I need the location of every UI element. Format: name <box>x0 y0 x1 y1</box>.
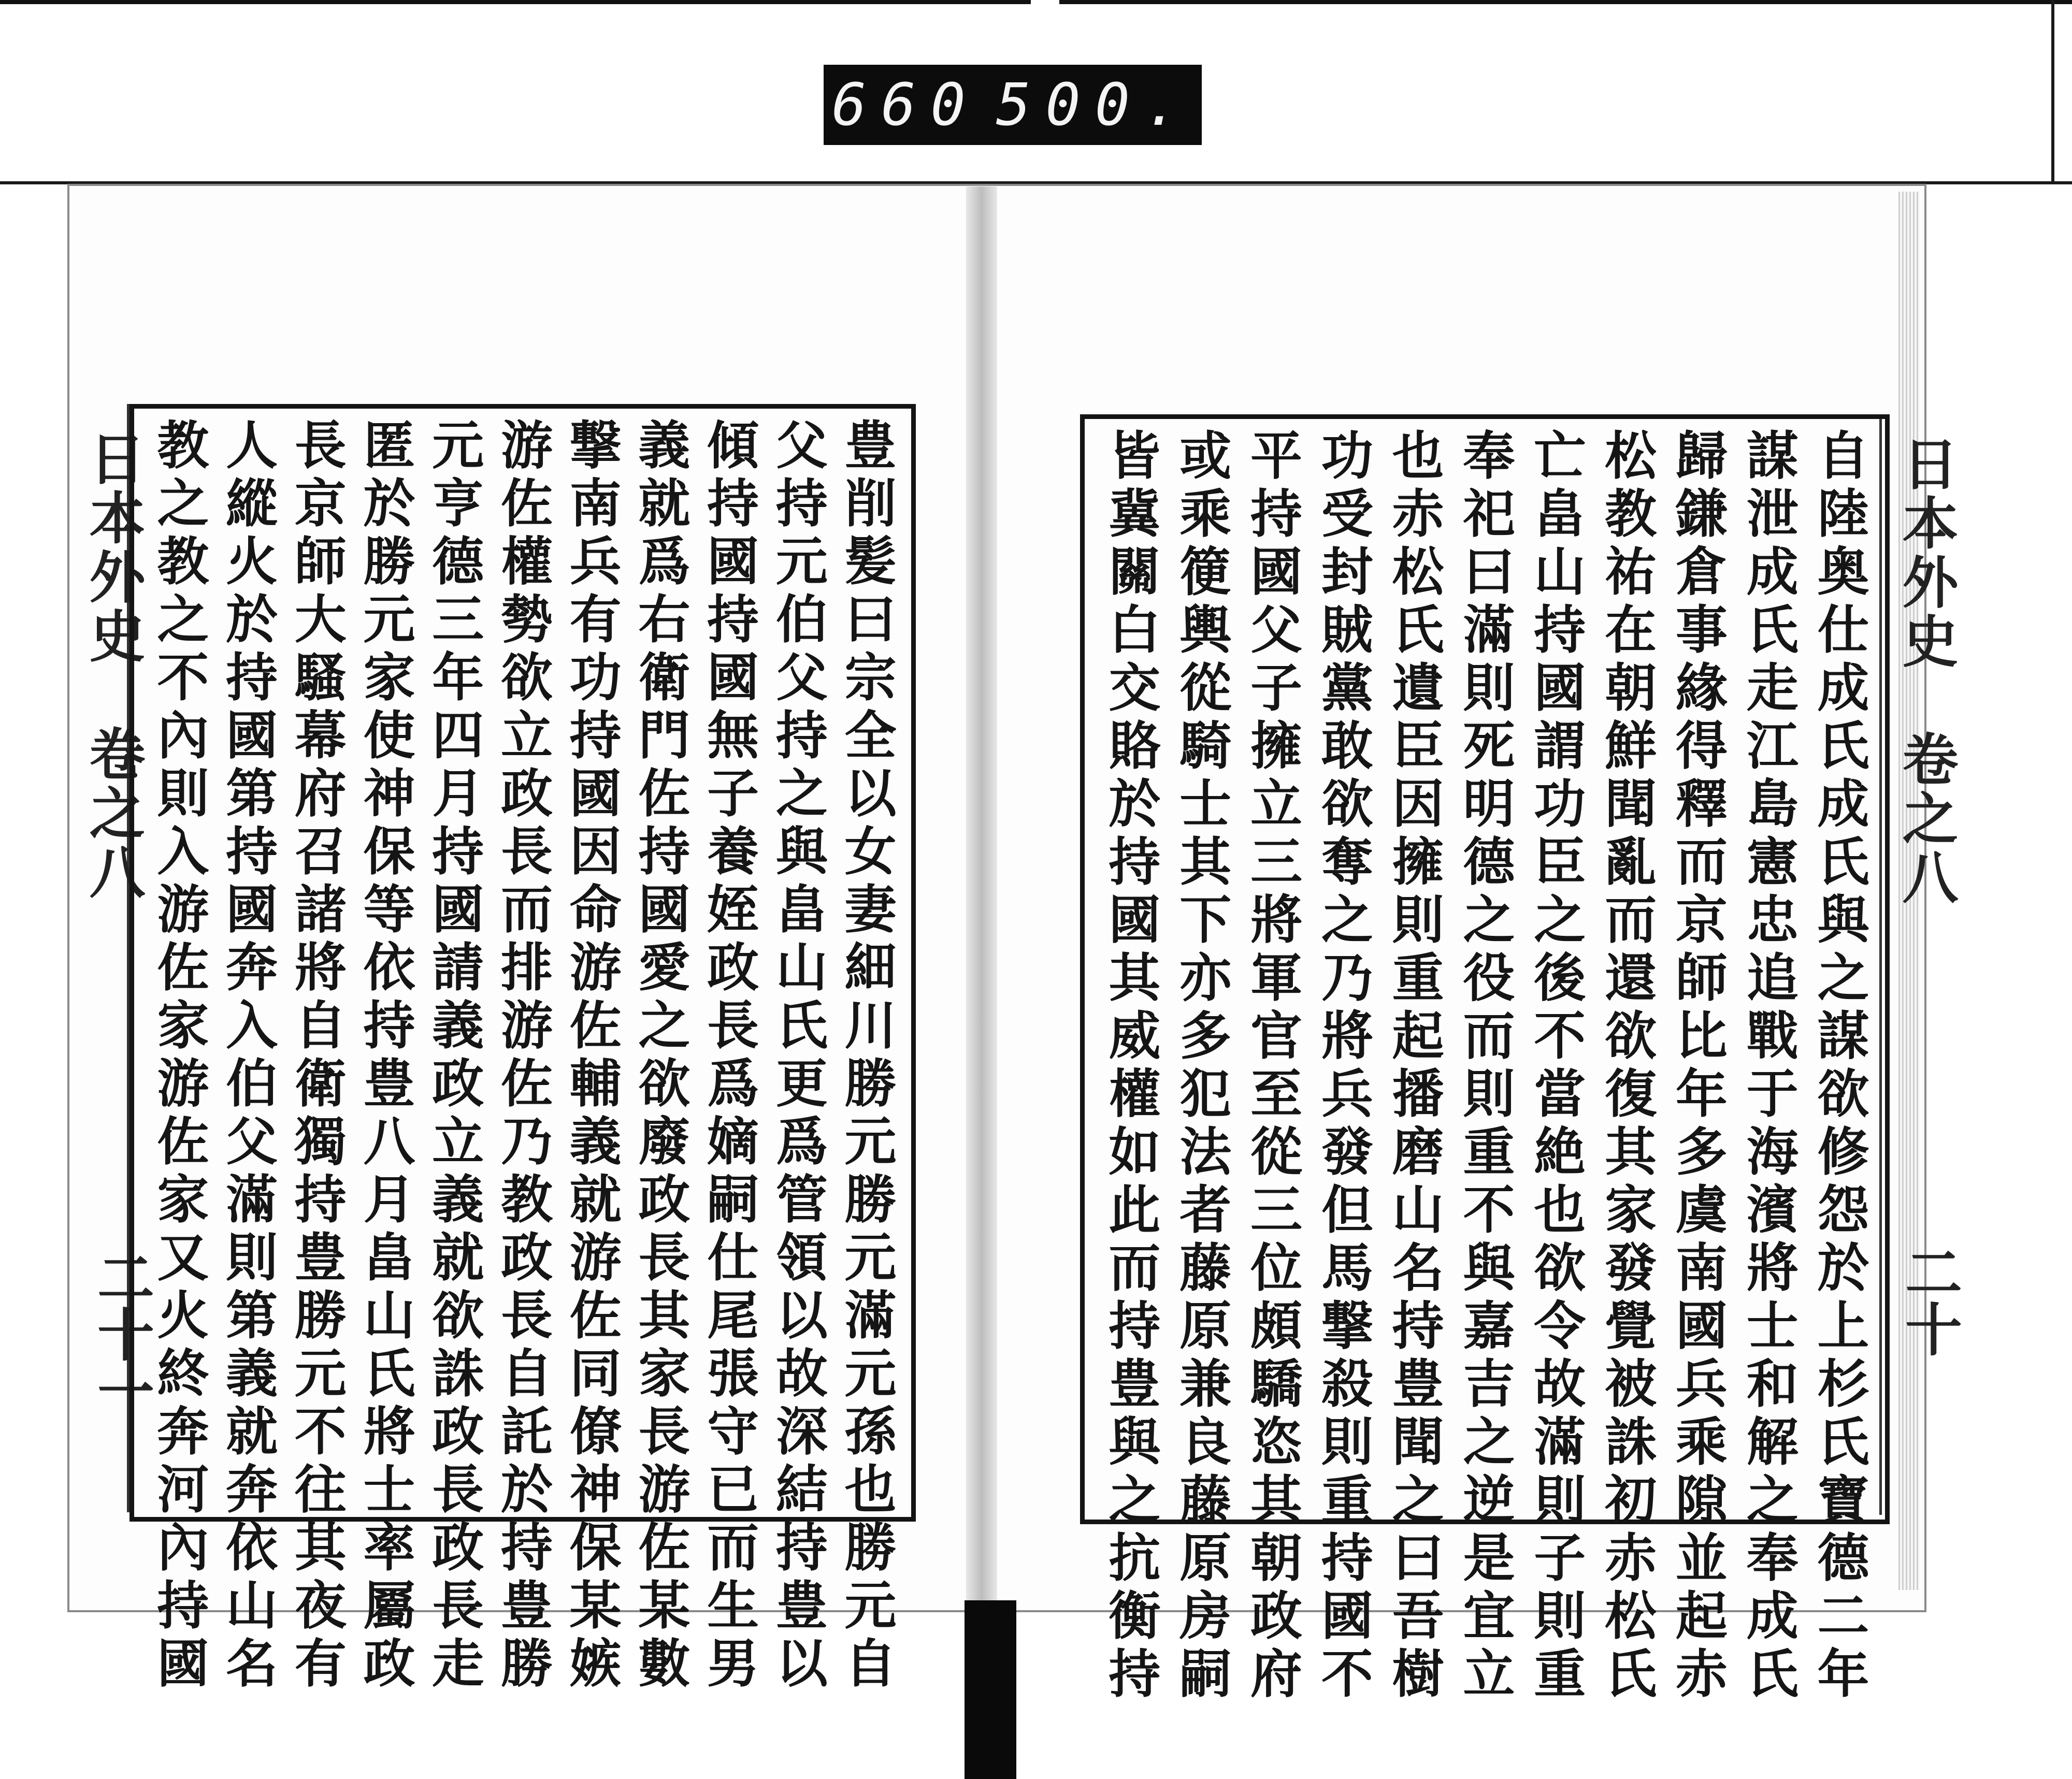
text-column: 元亨德三年四月持國請義政立義就欲誅政長政長走 <box>423 418 485 1694</box>
text-column: 亡畠山持國謂功臣之後不當絶也欲令故滿則子則重 <box>1525 428 1587 1704</box>
scan-top-rule-right <box>1059 0 2072 4</box>
text-column: 傾持國持國無子養姪政長爲嫡嗣仕尾張守已而生男 <box>698 418 760 1694</box>
text-column: 皆冀關白交賂於持國其威權如此而持豊與之抗衡持 <box>1100 428 1161 1704</box>
left-text-block <box>130 404 916 1694</box>
text-column: 也赤松氏遺臣因擁則重起播磨山名持豊聞之曰吾樹 <box>1383 428 1445 1704</box>
text-column: 松教祐在朝鮮聞亂而還欲復其家發覺被誅初赤松氏 <box>1596 428 1658 1704</box>
text-column: 撃南兵有功持國因命游佐輔義就游佐同僚神保某嫉 <box>560 418 622 1694</box>
right-columns <box>1085 419 1885 1704</box>
left-folio: 二十一 <box>88 1248 155 1419</box>
text-column: 豊削髪曰宗全以女妻細川勝元勝元滿元孫也勝元自 <box>836 418 897 1694</box>
text-column: 歸鎌倉事緣得釋而京師比年多虞南國兵乘隙並起赤 <box>1666 428 1728 1704</box>
scan-top-rule-left <box>0 0 1031 4</box>
left-columns <box>134 409 911 1694</box>
text-column: 功受封賊黨敢欲奪之乃將兵發但馬撃殺則重持國不 <box>1312 428 1374 1704</box>
frame-number-1: 660 <box>831 71 980 139</box>
text-column: 游佐權勢欲立政長而排游佐乃教政長自託於持豊勝 <box>492 418 553 1694</box>
text-column: 匿於勝元家使神保等依持豊八月畠山氏將士率屬政 <box>354 418 416 1694</box>
text-column: 長京師大騷幕府召諸將自衛獨持豊勝元不往其夜有 <box>285 418 347 1694</box>
book-spine <box>966 186 997 1606</box>
text-column: 自陸奥仕成氏成氏與之謀欲修怨於上杉氏寶德二年 <box>1808 428 1870 1704</box>
scan-border-right <box>2051 0 2054 184</box>
text-column: 教之教之不內則入游佐家游佐家又火終奔河內持國 <box>148 418 210 1694</box>
text-column: 義就爲右衛門佐持國愛之欲廢政長其家長游佐某數 <box>629 418 691 1694</box>
left-margin-title: 日本外史 卷之八 <box>80 430 145 902</box>
right-text-block <box>1080 414 1890 1704</box>
frame-number-label <box>824 65 1202 145</box>
text-column: 或乘箯輿從騎士其下亦多犯法者藤原兼良藤原房嗣 <box>1171 428 1232 1704</box>
text-column: 平持國父子擁立三將軍官至從三位頗驕恣其朝政府 <box>1242 428 1303 1704</box>
text-column: 謀泄成氏走江島憲忠追戰于海濱將士和解之奉成氏 <box>1737 428 1799 1704</box>
text-column: 父持元伯父持之與畠山氏更爲管領以故深結持豊以 <box>767 418 828 1694</box>
spine-shadow <box>965 1600 1016 1779</box>
frame-number-2: 500. <box>996 71 1194 139</box>
right-folio: 二十 <box>1896 1243 1963 1357</box>
text-column: 奉祀曰滿則死明德之役而則重不與嘉吉之逆是宜立 <box>1454 428 1516 1704</box>
text-column: 人縱火於持國第持國奔入伯父滿則第義就奔依山名 <box>217 418 279 1694</box>
right-margin-title: 日本外史 卷之八 <box>1893 435 1958 907</box>
